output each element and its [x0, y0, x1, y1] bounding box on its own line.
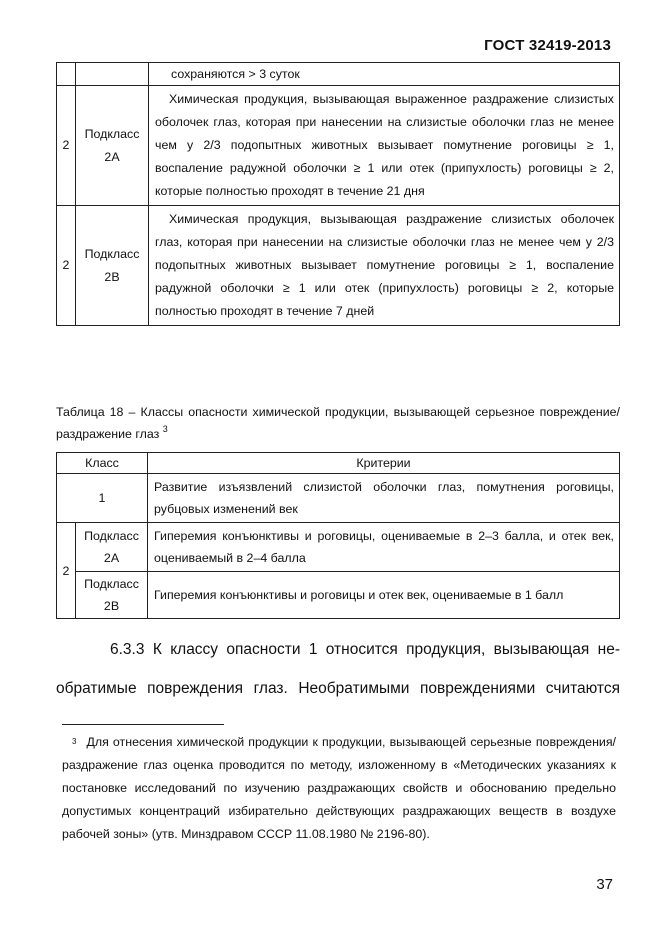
criteria-cell: Гиперемия конъюнктивы и роговицы, оцениваемые в 2–3 балла, и отек век, оцениваемый в 2–4 балла	[148, 523, 620, 572]
body-text-line: 6.3.3 К классу опасности 1 относится продукция, вызывающая не-	[110, 641, 620, 658]
caption-text: Таблица 18 – Классы опасности химической продукции, вызывающей серьезное повреждение/раздражение глаз	[56, 405, 620, 441]
criteria-cell	[149, 206, 620, 326]
footnote-reference: 3	[162, 424, 168, 434]
criteria-text: Химическая продукция, вызывающая раздражение слизистых оболочек глаз, которая при нанесении на слизистые оболочки глаз не менее чем у 2/3 подопытных животных вызывает помутнение роговицы ≥ 1, воспаление радужной оболочки ≥ 1 или отек (припухлость) роговицы ≥ 2, которые полностью проходят в течение 7 дней	[155, 212, 614, 318]
footnote-text: Для отнесения химической продукции к продукции, вызывающей серьезные повреждения/раздражение глаз оценка проводится по методу, изложенному в «Методических указаниях к постановке исследований по изучению раздражающих свойств и обоснованию предельно допустимых концентраций избирательно действующих раздражающих веществ в воздухе рабочей зоны» (утв. Минздравом СССР 11.08.1980 № 2196-80).	[62, 735, 616, 841]
table-row	[57, 63, 620, 86]
column-header-criteria: Критерии	[148, 453, 620, 474]
footnote-mark: 3	[72, 737, 77, 746]
criteria-cell: сохраняются > 3 суток	[149, 63, 620, 86]
table-18-caption	[56, 401, 620, 445]
table-17-continued	[56, 62, 620, 326]
class-cell: 2	[57, 206, 76, 326]
page-number: 37	[596, 876, 613, 893]
footnote	[62, 731, 616, 846]
class-cell: 2	[57, 86, 76, 206]
subclass-cell	[76, 63, 149, 86]
criteria-text: Химическая продукция, вызывающая выраженное раздражение слизистых оболочек глаз, которая при нанесении на слизистые оболочки глаз не менее чем у 2/3 подопытных животных вызывает помутнение роговицы ≥ 1, воспаление радужной оболочки ≥ 1 или отек (припухлость) роговицы ≥ 2, которые полностью проходят в течение 21 дня	[155, 92, 614, 198]
document-header: ГОСТ 32419-2013	[484, 37, 611, 54]
table-header-row	[57, 453, 620, 474]
subclass-cell: Подкласс 2В	[76, 206, 149, 326]
subclass-cell: Подкласс 2А	[76, 86, 149, 206]
criteria-cell: Гиперемия конъюнктивы и роговицы и отек век, оцениваемые в 1 балл	[148, 572, 620, 619]
footnote-divider	[62, 724, 224, 725]
criteria-cell	[149, 86, 620, 206]
subclass-cell: Подкласс 2А	[76, 523, 148, 572]
class-cell: 2	[57, 523, 76, 619]
column-header-class: Класс	[57, 453, 148, 474]
table-row	[57, 572, 620, 619]
body-text-line: обратимые повреждения глаз. Необратимыми повреждениями считаются	[56, 680, 620, 697]
table-18	[56, 452, 620, 619]
class-cell: 1	[57, 474, 148, 523]
class-cell	[57, 63, 76, 86]
subclass-cell: Подкласс 2В	[76, 572, 148, 619]
table-row	[57, 86, 620, 206]
table-row	[57, 523, 620, 572]
table-row	[57, 474, 620, 523]
table-row	[57, 206, 620, 326]
criteria-cell: Развитие изъязвлений слизистой оболочки глаз, помутнения роговицы, рубцовых изменений век	[148, 474, 620, 523]
